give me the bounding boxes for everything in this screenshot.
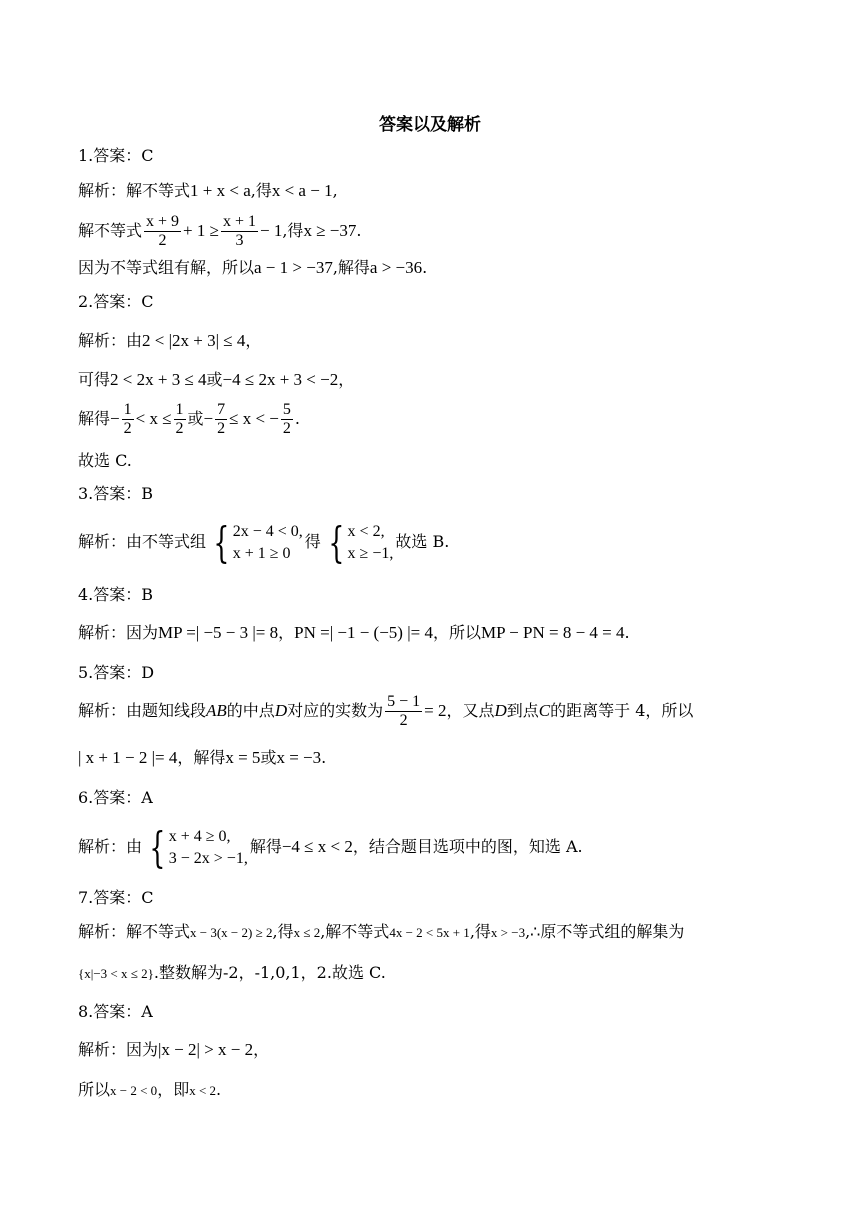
math: = 2	[424, 701, 447, 720]
denominator: 2	[399, 712, 408, 729]
math: x > −3	[490, 925, 526, 940]
system-row: 2x − 4 < 0,	[232, 522, 303, 540]
system-row: x < 2,	[347, 522, 385, 540]
fraction	[215, 401, 227, 438]
system-of-inequalities	[144, 822, 248, 872]
system-row: x + 1 ≥ 0	[232, 544, 291, 562]
fraction	[281, 401, 293, 438]
q4-answer: 4.答案：B	[78, 585, 154, 604]
text: 解析：由	[78, 837, 143, 856]
text: ，	[338, 370, 355, 389]
text: ，所以	[432, 623, 481, 642]
math: | x + 1 − 2 |= 4	[78, 748, 178, 767]
denominator: 2	[217, 420, 226, 437]
math: {x|−3 < x ≤ 2}	[78, 966, 154, 981]
point-label: D	[274, 701, 288, 720]
numerator: 5 − 1	[387, 693, 421, 710]
text: 或	[206, 370, 223, 389]
point-label: C	[538, 701, 551, 720]
text: 解得	[249, 837, 282, 856]
segment-label: AB	[206, 701, 227, 720]
text: ,解不等式	[320, 922, 390, 941]
math: x = −3	[276, 748, 322, 767]
text: 的距离等于 4，所以	[550, 701, 694, 720]
text: ,得	[272, 922, 294, 941]
text: 解不等式	[78, 221, 143, 240]
system-row: x + 4 ≥ 0,	[168, 827, 231, 845]
numerator: 5	[282, 401, 291, 418]
text: .	[216, 1080, 222, 1099]
text: ，	[278, 623, 295, 642]
denominator: 3	[235, 232, 244, 249]
math: −4 ≤ x < 2	[281, 837, 353, 856]
text: 到点	[506, 701, 539, 720]
math: < x ≤	[135, 409, 172, 428]
math: + 1 ≥	[183, 221, 219, 240]
text: 所以	[78, 1080, 111, 1099]
q5-line2	[78, 748, 326, 768]
brace: {	[213, 517, 230, 567]
numerator: 1	[123, 401, 132, 418]
q5-answer: 5.答案：D	[78, 663, 155, 682]
math: 2 < |2x + 3| ≤ 4	[142, 331, 246, 350]
text: ，结合题目选项中的图，知选 A.	[352, 837, 583, 856]
math: a > −36	[369, 258, 423, 277]
text: ,∴原不等式组的解集为	[525, 922, 685, 941]
math: x − 2 < 0	[110, 1083, 158, 1098]
text: 得	[304, 532, 321, 551]
text: 解析：由	[78, 331, 143, 350]
text: ，又点	[446, 701, 495, 720]
q2-line3	[78, 399, 300, 439]
denominator: 2	[282, 420, 291, 437]
math: x ≥ −37	[303, 221, 357, 240]
q2-answer: 2.答案：C	[78, 292, 154, 311]
text: 或	[187, 409, 204, 428]
text: .	[624, 623, 630, 642]
brace: {	[328, 517, 345, 567]
q5-line1	[78, 691, 693, 731]
math: −	[110, 409, 120, 428]
text: 解析：由题知线段	[78, 701, 207, 720]
q1-line3	[78, 258, 427, 278]
text: ,	[332, 181, 338, 200]
q2-line2	[78, 370, 354, 390]
text: 的中点	[226, 701, 275, 720]
math: −4 ≤ 2x + 3 < −2	[222, 370, 339, 389]
system-row: x ≥ −1,	[347, 544, 394, 562]
math: 2 < 2x + 3 ≤ 4	[110, 370, 207, 389]
fraction	[174, 401, 186, 438]
q8-line2	[78, 1080, 221, 1101]
math: x < a − 1	[271, 181, 333, 200]
q3-line1	[78, 518, 449, 566]
text: ,解得	[332, 258, 370, 277]
text: ，解得	[177, 748, 226, 767]
math: x = 5	[225, 748, 261, 767]
system-of-inequalities	[208, 517, 303, 567]
math: − 1	[260, 221, 283, 240]
text: ,得	[282, 221, 304, 240]
q6-line1	[78, 823, 583, 871]
text: .	[321, 748, 327, 767]
denominator: 2	[175, 420, 184, 437]
numerator: 7	[217, 401, 226, 418]
q8-line1	[78, 1040, 269, 1060]
text: .	[422, 258, 428, 277]
fraction	[221, 213, 258, 250]
text: .	[294, 409, 300, 428]
system-of-inequalities	[323, 517, 394, 567]
math: a − 1 > −37	[254, 258, 333, 277]
math: |x − 2| > x − 2	[158, 1040, 254, 1059]
text: ,得	[469, 922, 491, 941]
brace: {	[149, 822, 166, 872]
q7-line1	[78, 922, 684, 943]
denominator: 2	[123, 420, 132, 437]
point-label: D	[494, 701, 507, 720]
q4-line1	[78, 623, 630, 643]
q3-answer: 3.答案：B	[78, 484, 154, 503]
q1-answer: 1.答案：C	[78, 146, 154, 165]
text: 可得	[78, 370, 111, 389]
text: 解析：解不等式	[78, 922, 191, 941]
text: 或	[260, 748, 277, 767]
math: −	[203, 409, 214, 428]
text: .	[356, 221, 362, 240]
math: x − 3(x − 2) ≥ 2	[190, 925, 273, 940]
text: 解析：由不等式组	[78, 532, 207, 551]
q7-answer: 7.答案：C	[78, 888, 154, 907]
q8-answer: 8.答案：A	[78, 1002, 153, 1021]
text: 故选 B.	[395, 532, 450, 551]
page-title: 答案以及解析	[379, 115, 481, 135]
math: 1 + x < a	[190, 181, 251, 200]
fraction	[144, 213, 181, 250]
math: 4x − 2 < 5x + 1	[389, 925, 470, 940]
math: PN =| −1 − (−5) |= 4	[294, 623, 433, 642]
text: 对应的实数为	[287, 701, 384, 720]
numerator: x + 9	[146, 213, 180, 230]
q6-answer: 6.答案：A	[78, 788, 153, 807]
text: .整数解为-2，-1,0,1，2.故选 C.	[153, 963, 386, 982]
math: ≤ x < −	[229, 409, 279, 428]
fraction	[122, 401, 134, 438]
text: ，即	[157, 1080, 190, 1099]
math: MP − PN = 8 − 4 = 4	[480, 623, 625, 642]
text: 解得	[78, 409, 111, 428]
q1-line1	[78, 181, 338, 201]
system-row: 3 − 2x > −1,	[168, 849, 248, 867]
numerator: x + 1	[222, 213, 256, 230]
denominator: 2	[158, 232, 167, 249]
q2-line4: 故选 C.	[78, 451, 132, 470]
text: 解析：因为	[78, 1040, 159, 1059]
text: 因为不等式组有解，所以	[78, 258, 255, 277]
text: ，	[253, 1040, 270, 1059]
text: 解析：因为	[78, 623, 159, 642]
text: ,得	[250, 181, 272, 200]
math: x < 2	[189, 1083, 217, 1098]
text: 解析：解不等式	[78, 181, 191, 200]
q2-line1	[78, 331, 261, 351]
numerator: 1	[175, 401, 184, 418]
fraction	[385, 693, 422, 730]
q7-line2	[78, 963, 386, 984]
q1-line2	[78, 211, 361, 251]
math: MP =| −5 − 3 |= 8	[158, 623, 279, 642]
math: x ≤ 2	[293, 925, 321, 940]
text: ，	[245, 331, 262, 350]
